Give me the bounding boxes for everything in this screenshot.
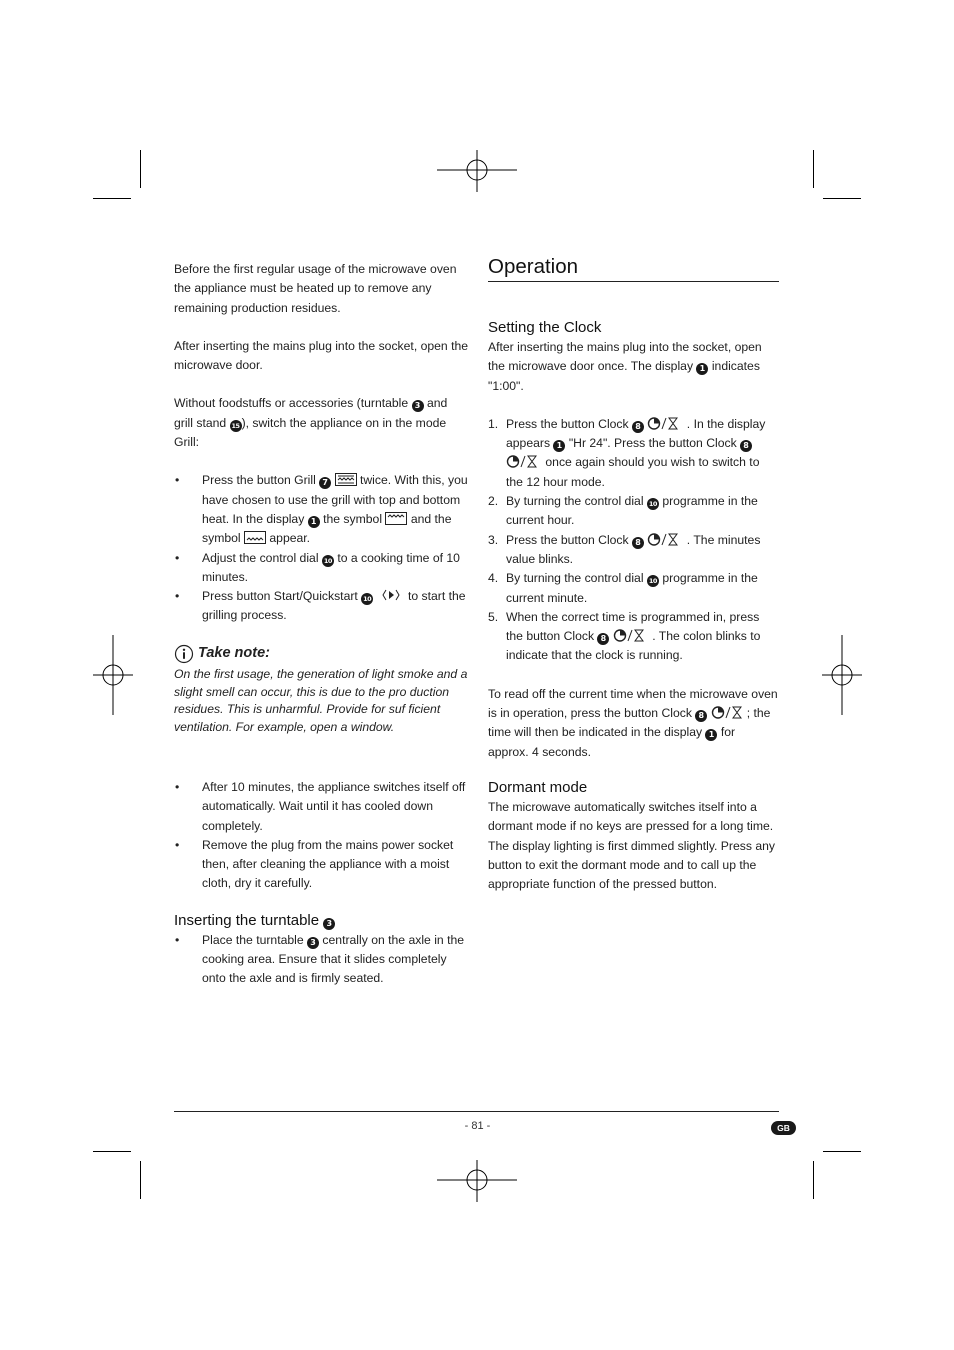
bottom-heat-icon bbox=[244, 531, 266, 544]
marker-1: 1 bbox=[308, 516, 320, 528]
clock-timer-icon bbox=[711, 706, 747, 719]
list-item: 4. By turning the control dial 10 programme in the current minute. bbox=[488, 571, 758, 605]
note-heading bbox=[174, 642, 469, 666]
marker-8: 8 bbox=[597, 633, 609, 645]
footer-rule bbox=[174, 1111, 779, 1112]
registration-mark-top bbox=[437, 150, 517, 192]
clock-timer-icon bbox=[613, 629, 649, 642]
crop-mark bbox=[140, 1161, 141, 1199]
clock-heading: Setting the Clock bbox=[488, 319, 602, 336]
dormant-text: The microwave automatically switches itself into a dormant mode if no keys are pressed for a long time. The display lighting is first dimmed slightly. Press any button to exit the dormant mode and to call up the appropriate function of the pressed button. bbox=[488, 799, 775, 892]
marker-8: 8 bbox=[695, 710, 707, 722]
clock-intro: After inserting the mains plug into the socket, open the microwave door once. The display 1 indicates "1:00". bbox=[488, 340, 762, 393]
marker-10: 10 bbox=[648, 577, 657, 586]
marker-1: 1 bbox=[553, 440, 565, 452]
crop-mark bbox=[93, 198, 131, 199]
registration-mark-bottom bbox=[437, 1160, 517, 1202]
turntable-list bbox=[174, 931, 469, 989]
marker-10: 10 bbox=[323, 556, 332, 565]
clock-timer-icon bbox=[647, 417, 683, 430]
marker-3: 3 bbox=[307, 937, 319, 949]
door-paragraph: After inserting the mains plug into the socket, open the microwave door. bbox=[174, 338, 469, 373]
clock-timer-icon bbox=[647, 533, 683, 546]
dormant-heading: Dormant mode bbox=[488, 778, 588, 796]
marker-3: 3 bbox=[412, 400, 424, 412]
marker-1: 1 bbox=[705, 729, 717, 741]
crop-mark bbox=[823, 1151, 861, 1152]
crop-mark bbox=[93, 1151, 131, 1152]
registration-mark-left bbox=[93, 635, 133, 715]
note-title: Take note: bbox=[198, 645, 270, 662]
marker-10: 10 bbox=[363, 595, 372, 604]
list-item: 1. Press the button Clock 8 . In the display appears 1 "Hr 24". Press the button Clock 8 once again should you wish to switch to the 12 hour mode. bbox=[488, 416, 766, 489]
list-item: 2. By turning the control dial 10 programme in the current hour. bbox=[488, 494, 758, 528]
marker-15: 15 bbox=[231, 421, 240, 430]
list-item: • Adjust the control dial 10 to a cooking time of 10 minutes. bbox=[174, 549, 469, 588]
crop-mark bbox=[140, 150, 141, 188]
note-text: On the first usage, the generation of light smoke and a slight smell can occur, this is due to the pro duction residues. This is unharmful. Provide for suf ficient ventilation. For example, open a window. bbox=[174, 666, 468, 735]
grill-icon bbox=[335, 473, 357, 486]
left-column bbox=[174, 260, 469, 989]
marker-8: 8 bbox=[632, 421, 644, 433]
top-grill-icon bbox=[385, 512, 407, 525]
list-item: 5. When the correct time is programmed in, press the button Clock 8 . The colon blinks to indicate that the clock is running. bbox=[488, 609, 761, 663]
language-badge: GB bbox=[771, 1121, 796, 1135]
marker-1: 1 bbox=[696, 363, 708, 375]
section-title: Operation bbox=[488, 256, 779, 282]
list-item: 3. Press the button Clock 8 . The minutes value blinks. bbox=[488, 532, 761, 566]
clock-timer-icon bbox=[506, 455, 542, 468]
marker-7: 7 bbox=[319, 477, 331, 489]
registration-mark-right bbox=[822, 635, 862, 715]
list-item: • Place the turntable 3 centrally on the axle in the cooking area. Ensure that it slides completely onto the axle and is firmly seated. bbox=[174, 931, 469, 989]
read-time-paragraph: To read off the current time when the microwave oven is in operation, press the button Clock 8 ; the time will then be indicated in the display 1 for approx. 4 seconds. bbox=[488, 686, 778, 759]
marker-8: 8 bbox=[632, 537, 644, 549]
page-number: - 81 - bbox=[464, 1120, 491, 1132]
crop-mark bbox=[813, 1161, 814, 1199]
clock-steps-list bbox=[488, 415, 779, 666]
start-quickstart-icon bbox=[377, 588, 405, 602]
list-item: • Press button Start/Quickstart 10 to start the grilling process. bbox=[174, 587, 469, 626]
info-icon bbox=[174, 644, 194, 664]
turntable-heading: Inserting the turntable 3 bbox=[174, 911, 469, 931]
grill-steps-list bbox=[174, 471, 469, 625]
marker-10: 10 bbox=[648, 500, 657, 509]
list-item: • Press the button Grill 7 twice. With this, you have chosen to use the grill with top and bottom heat. In the display 1 the symbol and the symbol appear. bbox=[174, 471, 469, 548]
grill-mode-paragraph: Without foodstuffs or accessories (turntable 3 and grill stand 15 ), switch the appliance on in the mode Grill: bbox=[174, 396, 448, 450]
list-item: • Remove the plug from the mains power socket then, after cleaning the appliance with a moist cloth, dry it carefully. bbox=[174, 836, 469, 894]
intro-paragraph: Before the first regular usage of the microwave oven the appliance must be heated up to remove any remaining production residues. bbox=[174, 262, 457, 315]
crop-mark bbox=[813, 150, 814, 188]
marker-8: 8 bbox=[740, 440, 752, 452]
list-item: • After 10 minutes, the appliance switches itself off automatically. Wait until it has cooled down completely. bbox=[174, 778, 469, 836]
right-column bbox=[488, 256, 779, 894]
after-grill-list bbox=[174, 778, 469, 894]
crop-mark bbox=[823, 198, 861, 199]
marker-3: 3 bbox=[323, 918, 335, 930]
